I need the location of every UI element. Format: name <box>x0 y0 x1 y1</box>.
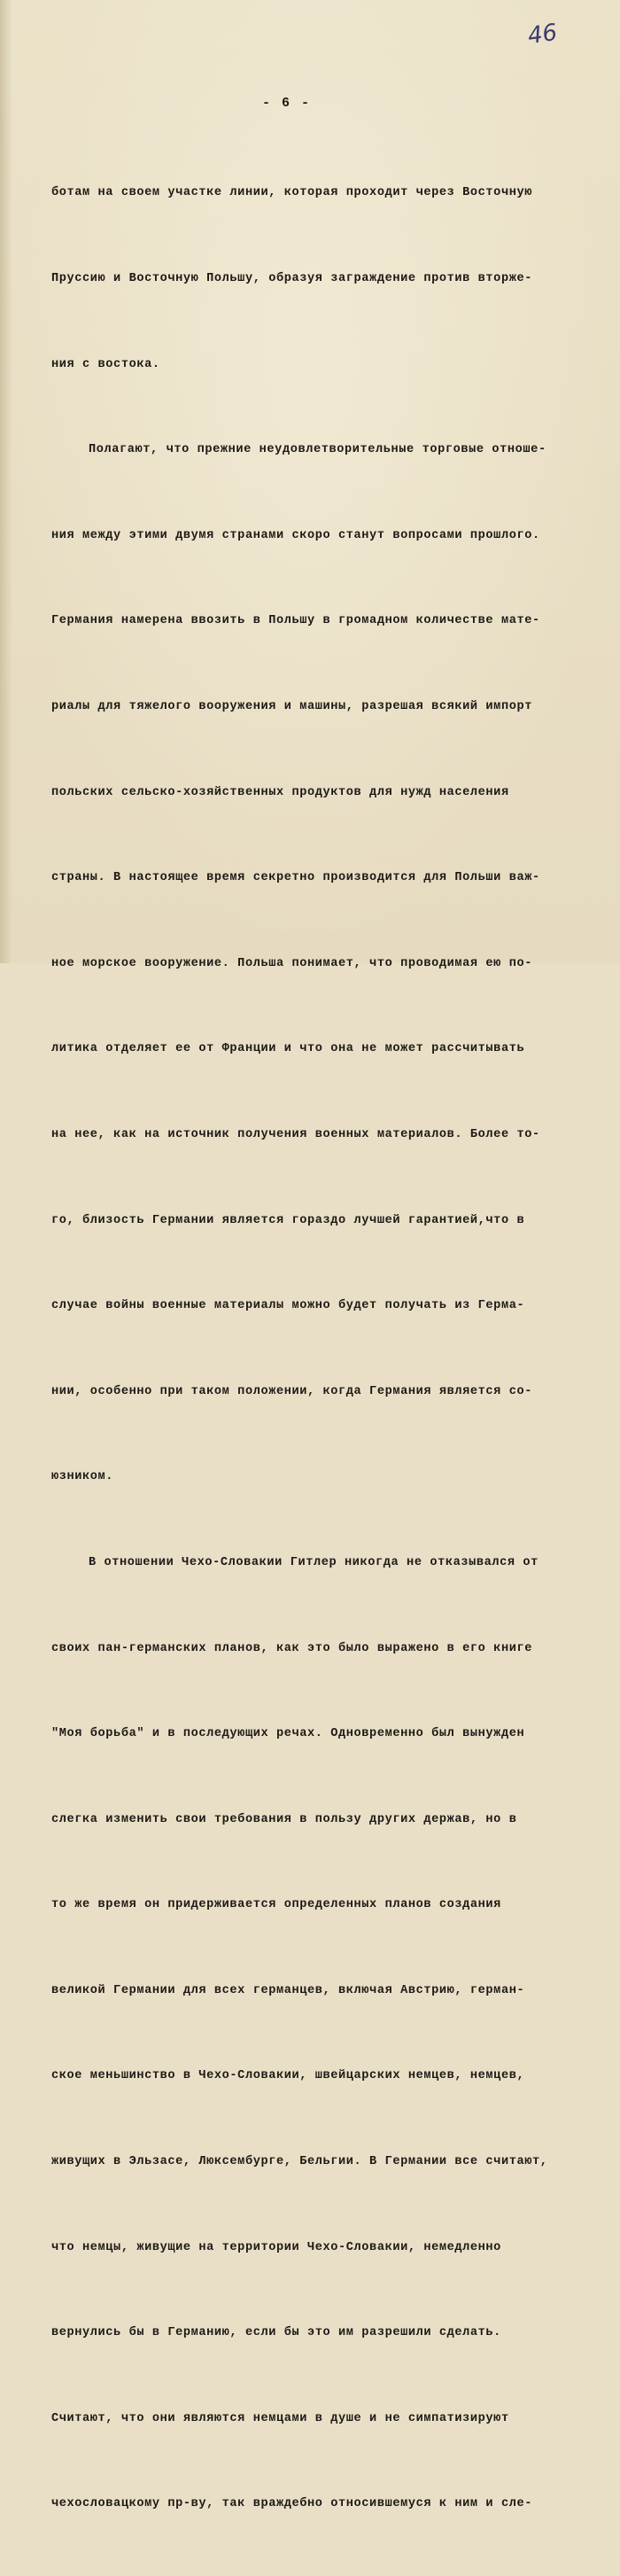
text-line: слегка изменить свои требования в пользу других держав, но в <box>51 1812 517 1826</box>
text-line: ния с востока. <box>51 357 160 371</box>
page-number: - 6 - <box>262 96 312 111</box>
body-text <box>51 122 611 2576</box>
text-line: В отношении Чехо-Словакии Гитлер никогда не отказывался от <box>89 1555 539 1569</box>
text-line: Германия намерена ввозить в Польшу в громадном количестве мате- <box>51 614 540 628</box>
text-line: на нее, как на источник получения военных материалов. Более то- <box>51 1127 540 1141</box>
text-line: нии, особенно при таком положении, когда Германия является со- <box>51 1384 532 1398</box>
text-line: ское меньшинство в Чехо-Словакии, швейцарских немцев, немцев, <box>51 2069 525 2083</box>
text-line: го, близость Германии является гораздо лучшей гарантией,что в <box>51 1213 525 1227</box>
text-line: что немцы, живущие на территории Чехо-Словакии, немедленно <box>51 2240 501 2254</box>
text-line: чехословацкому пр-ву, так враждебно относившемуся к ним и сле- <box>51 2497 532 2511</box>
text-line: Полагают, что прежние неудовлетворительные торговые отноше- <box>89 443 546 457</box>
text-line: ния между этими двумя странами скоро станут вопросами прошлого. <box>51 528 540 542</box>
text-line: польских сельско-хозяйственных продуктов для нужд населения <box>51 785 509 799</box>
text-line: Пруссию и Восточную Польшу, образуя заграждение против вторже- <box>51 272 532 285</box>
text-line: случае войны военные материалы можно будет получать из Герма- <box>51 1299 525 1313</box>
text-line: великой Германии для всех германцев, включая Австрию, герман- <box>51 1983 525 1997</box>
paper-edge-shadow <box>0 0 12 963</box>
text-line: Считают, что они являются немцами в душе и не симпатизируют <box>51 2411 509 2425</box>
text-line: литика отделяет ее от Франции и что она не может рассчитывать <box>51 1042 525 1056</box>
text-line: то же время он придерживается определенных планов создания <box>51 1898 501 1912</box>
text-line: юзником. <box>51 1470 114 1484</box>
handwritten-folio-number: 46 <box>526 19 560 51</box>
text-line: ботам на своем участке линии, которая проходит через Восточную <box>51 186 532 200</box>
text-line: живущих в Эльзасе, Люксембурге, Бельгии. В Германии все считают, <box>51 2155 548 2169</box>
text-line: "Моя борьба" и в последующих речах. Одновременно был вынужден <box>51 1727 525 1741</box>
text-line: ное морское вооружение. Польша понимает, что проводимая ею по- <box>51 956 532 970</box>
text-line: страны. В настоящее время секретно производится для Польши важ- <box>51 871 540 885</box>
text-line: риалы для тяжелого вооружения и машины, разрешая всякий импорт <box>51 699 532 713</box>
text-line: своих пан-германских планов, как это было выражено в его книге <box>51 1641 532 1655</box>
text-line: вернулись бы в Германию, если бы это им разрешили сделать. <box>51 2326 501 2340</box>
